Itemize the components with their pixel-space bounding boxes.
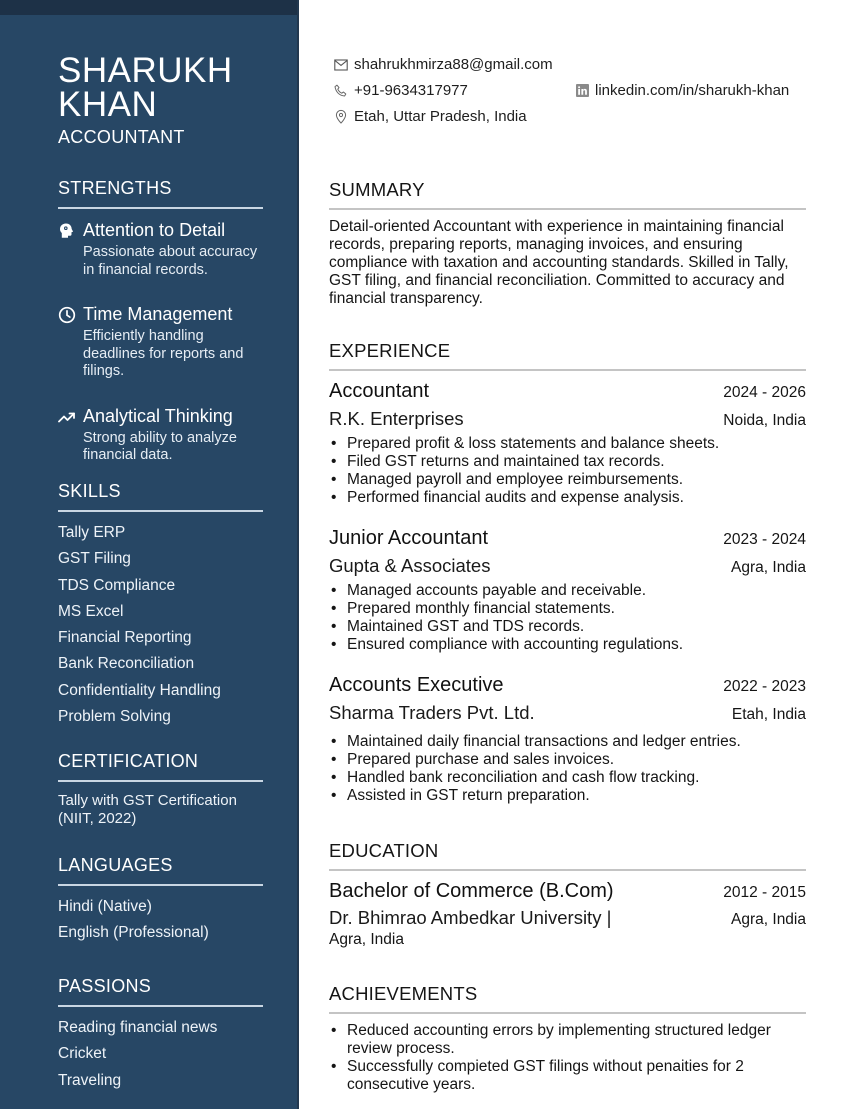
job-location: Agra, India: [731, 559, 806, 576]
degree: Bachelor of Commerce (B.Com): [329, 880, 614, 902]
skills-heading: SKILLS: [58, 481, 263, 512]
contact-linkedin[interactable]: [576, 82, 789, 99]
job-title: Accountant: [329, 380, 430, 402]
strength-title: Analytical Thinking: [83, 405, 233, 426]
job-title: Accounts Executive: [329, 674, 504, 696]
job-bullet: • Managed payroll and employee reimbursements.: [329, 471, 806, 489]
skill-item: GST Filing: [58, 550, 131, 568]
linkedin-icon: [576, 84, 589, 97]
skills-section: [58, 481, 263, 730]
achievements-heading: ACHIEVEMENTS: [329, 983, 806, 1014]
education-heading: EDUCATION: [329, 840, 806, 871]
strength-item: [58, 405, 263, 465]
strengths-section: [58, 178, 263, 489]
profile-header: [58, 51, 263, 148]
sidebar: [0, 0, 299, 1109]
job-company: R.K. Enterprises: [329, 408, 464, 429]
brain-head-icon: [58, 222, 76, 240]
contact-location: [334, 108, 527, 125]
job-bullet: • Maintained daily financial transactions and ledger entries.: [329, 733, 806, 751]
job-bullet: • Managed accounts payable and receivable.: [329, 582, 806, 600]
summary-heading: SUMMARY: [329, 179, 806, 210]
achievement-item: • Successfully compieted GST filings without penaities for 2 consecutive years.: [329, 1058, 806, 1094]
job-bullet: • Ensured compliance with accounting regulations.: [329, 636, 806, 654]
strength-title: Attention to Detail: [83, 220, 226, 240]
job-entry: [329, 671, 806, 805]
skill-item: Confidentiality Handling: [58, 681, 221, 699]
job-bullet: • Prepared profit & loss statements and balance sheets.: [329, 435, 806, 453]
summary-section: [329, 179, 806, 308]
strength-title: Time Management: [83, 304, 233, 324]
certification-heading: CERTIFICATION: [58, 751, 263, 782]
skill-item: MS Excel: [58, 602, 124, 620]
email-text: shahrukhmirza88@gmail.com: [354, 56, 553, 73]
phone-icon: [334, 84, 348, 98]
job-company: Gupta & Associates: [329, 555, 491, 576]
achievement-item: • Reduced accounting errors by implementing structured ledger review process.: [329, 1022, 806, 1058]
job-bullet: • Prepared monthly financial statements.: [329, 600, 806, 618]
strength-item: [58, 219, 263, 279]
achievement-list: [329, 1022, 806, 1094]
achievements-section: [329, 983, 806, 1094]
skill-item: Bank Reconciliation: [58, 655, 195, 673]
job-dates: 2022 - 2023: [723, 678, 806, 695]
candidate-first-name: SHARUKH: [58, 51, 233, 90]
school-name: Dr. Bhimrao Ambedkar University |: [329, 907, 612, 928]
strengths-heading: STRENGTHS: [58, 178, 263, 209]
strength-desc: Strong ability to analyze financial data.: [83, 429, 237, 463]
passions-heading: PASSIONS: [58, 976, 263, 1007]
education-section: [329, 840, 806, 949]
passions-section: [58, 976, 263, 1094]
candidate-title: ACCOUNTANT: [58, 127, 185, 147]
job-company: Sharma Traders Pvt. Ltd.: [329, 702, 535, 723]
passion-item: Cricket: [58, 1045, 107, 1063]
certification-section: [58, 751, 263, 828]
education-dates: 2012 - 2015: [723, 884, 806, 901]
language-item: Hindi (Native): [58, 898, 152, 915]
job-bullet: • Filed GST returns and maintained tax records.: [329, 453, 806, 471]
skill-item: Tally ERP: [58, 524, 126, 541]
job-dates: 2024 - 2026: [723, 384, 806, 401]
mail-icon: [334, 59, 348, 71]
job-bullet: • Performed financial audits and expense analysis.: [329, 489, 806, 507]
contact-email[interactable]: [334, 56, 553, 73]
language-item: English (Professional): [58, 924, 209, 942]
job-location: Noida, India: [723, 412, 806, 429]
strength-desc: Passionate about accuracy in financial records.: [83, 244, 258, 278]
languages-section: [58, 855, 263, 947]
job-dates: 2023 - 2024: [723, 531, 806, 548]
job-location: Etah, India: [731, 706, 806, 723]
job-title: Junior Accountant: [329, 527, 488, 549]
experience-heading: EXPERIENCE: [329, 340, 806, 371]
passion-item: Reading financial news: [58, 1019, 218, 1036]
job-bullets: [329, 435, 806, 507]
strength-item: [58, 303, 263, 381]
certification-text: Tally with GST Certification (NIIT, 2022): [58, 792, 237, 827]
job-bullets: [329, 733, 806, 805]
job-bullet: • Assisted in GST return preparation.: [329, 787, 806, 805]
job-bullet: • Prepared purchase and sales invoices.: [329, 751, 806, 769]
job-entry: [329, 377, 806, 507]
skill-item: TDS Compliance: [58, 576, 176, 594]
school-city: Agra, India: [329, 931, 404, 948]
experience-section: [329, 340, 806, 805]
clock-icon: [58, 306, 76, 324]
job-entry: [329, 524, 806, 654]
location-pin-icon: [334, 109, 348, 124]
trend-up-icon: [58, 408, 76, 426]
phone-text: +91-9634317977: [354, 82, 468, 99]
job-bullets: [329, 582, 806, 654]
sidebar-top-strip: [0, 0, 297, 15]
education-location: Agra, India: [731, 911, 806, 928]
candidate-last-name: KHAN: [58, 85, 158, 124]
strength-desc: Efficiently handling deadlines for reports and filings.: [83, 328, 244, 379]
linkedin-text: linkedin.com/in/sharukh-khan: [595, 82, 790, 99]
job-bullet: • Handled bank reconciliation and cash flow tracking.: [329, 769, 806, 787]
job-bullet: • Maintained GST and TDS records.: [329, 618, 806, 636]
languages-heading: LANGUAGES: [58, 855, 263, 886]
contact-phone[interactable]: [334, 82, 468, 99]
summary-text: Detail-oriented Accountant with experience in maintaining financial records, preparing reports, managing invoices, and ensuring compliance with taxation and accounting standards. Skilled in Tally, GST filing, and financial reconciliation. Committed to accuracy and financial transparency.: [329, 218, 789, 307]
skill-item: Financial Reporting: [58, 629, 192, 647]
location-text: Etah, Uttar Pradesh, India: [354, 108, 527, 125]
skill-item: Problem Solving: [58, 708, 171, 726]
passion-item: Traveling: [58, 1071, 122, 1089]
